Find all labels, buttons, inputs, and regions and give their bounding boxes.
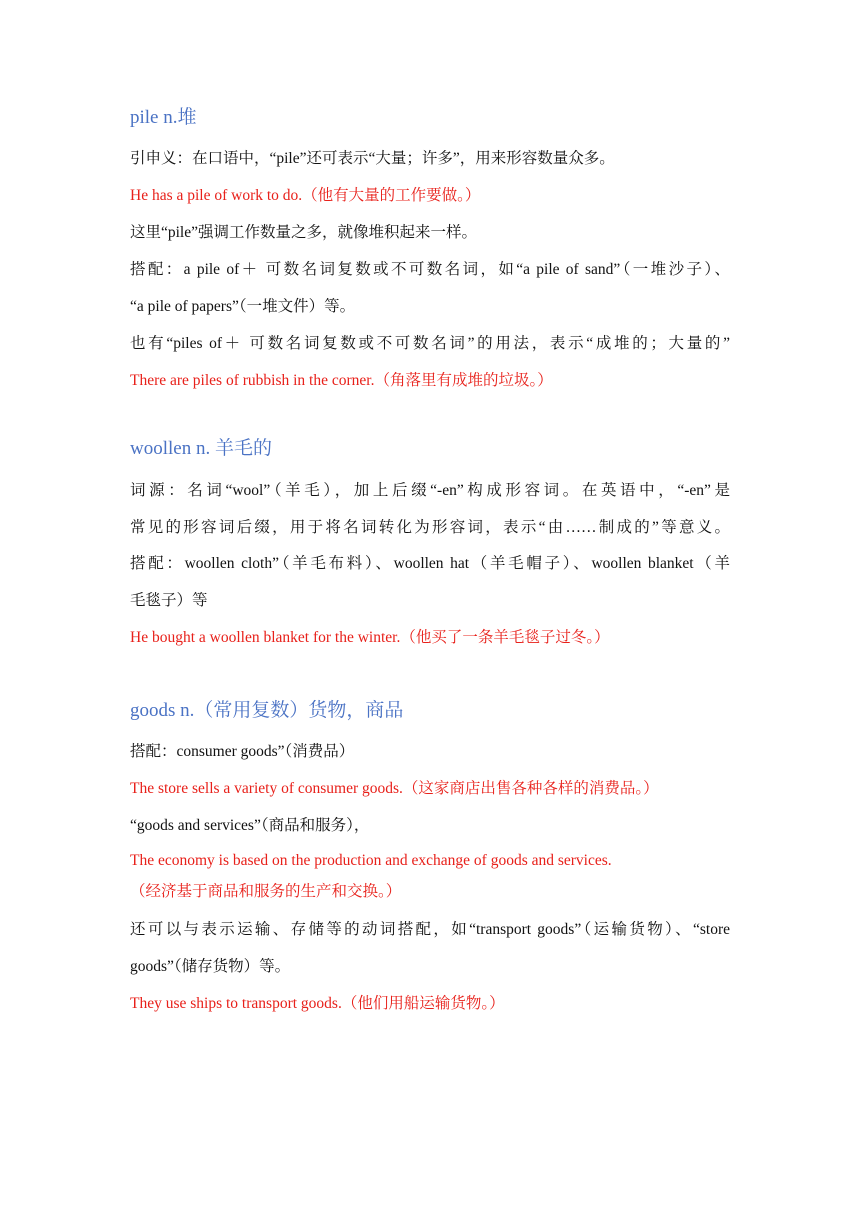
definition-line: 引申义：在口语中，“pile”还可表示“大量；许多”，用来形容数量众多。 bbox=[130, 150, 615, 167]
example-translation: （经济基于商品和服务的生产和交换。） bbox=[130, 883, 402, 900]
example-sentence: He bought a woollen blanket for the winter.（他买了一条羊毛毯子过冬。） bbox=[130, 629, 610, 646]
entry-heading-woollen: woollen n. 羊毛的 bbox=[130, 438, 272, 459]
explanation-line: 这里“pile”强调工作数量之多，就像堆积起来一样。 bbox=[130, 224, 478, 241]
example-sentence: There are piles of rubbish in the corner.（角落里有成堆的垃圾。） bbox=[130, 372, 553, 389]
entry-heading-goods: goods n.（常用复数）货物，商品 bbox=[130, 700, 404, 721]
collocation-line: 搭配：consumer goods”（消费品） bbox=[130, 743, 355, 760]
entry-heading-pile: pile n.堆 bbox=[130, 107, 197, 128]
example-sentence: The store sells a variety of consumer goods.（这家商店出售各种各样的消费品。） bbox=[130, 780, 659, 797]
collocation-line: “goods and services”（商品和服务）， bbox=[130, 817, 370, 834]
collocation-line: goods”（储存货物）等。 bbox=[130, 958, 291, 975]
example-sentence: The economy is based on the production and exchange of goods and services. bbox=[130, 852, 612, 869]
etymology-line: 常见的形容词后缀，用于将名词转化为形容词，表示“由……制成的”等意义。 bbox=[130, 519, 730, 536]
etymology-line: 词源：名词“wool”（羊毛），加上后缀“-en”构成形容词。在英语中，“-en”是 bbox=[130, 482, 730, 499]
usage-line: 也有“piles of＋ 可数名词复数或不可数名词”的用法，表示“成堆的；大量的” bbox=[130, 335, 730, 352]
collocation-line: 搭配：a pile of＋ 可数名词复数或不可数名词，如“a pile of sand”（一堆沙子）、 bbox=[130, 261, 730, 278]
collocation-line: “a pile of papers”（一堆文件）等。 bbox=[130, 298, 356, 315]
example-sentence: He has a pile of work to do.（他有大量的工作要做。） bbox=[130, 187, 481, 204]
collocation-line: 毛毯子）等 bbox=[130, 592, 208, 609]
collocation-line: 搭配：woollen cloth”（羊毛布料）、woollen hat（羊毛帽子）、woollen blanket（羊 bbox=[130, 555, 730, 572]
collocation-line: 还可以与表示运输、存储等的动词搭配，如“transport goods”（运输货物）、“store bbox=[130, 921, 730, 938]
example-sentence: They use ships to transport goods.（他们用船运输货物。） bbox=[130, 995, 505, 1012]
